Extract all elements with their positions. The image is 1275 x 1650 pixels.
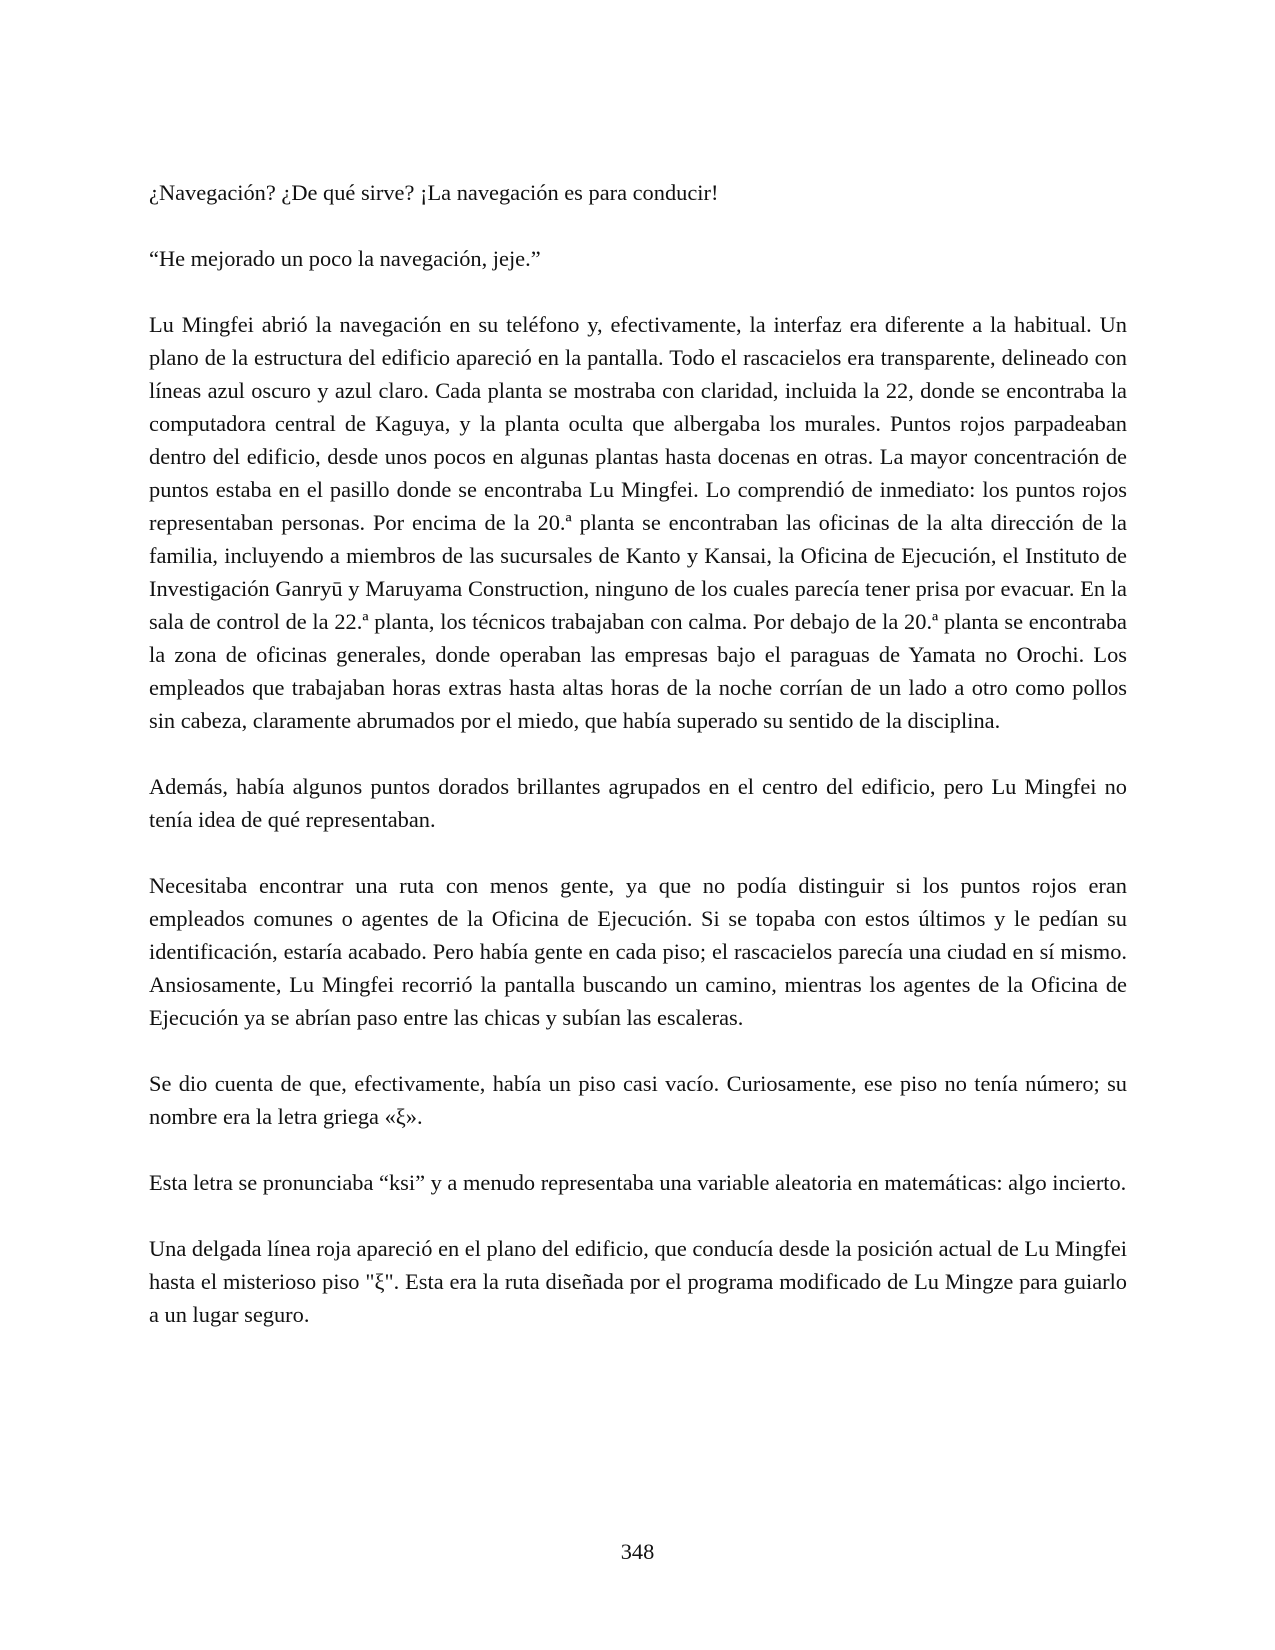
paragraph-6: Se dio cuenta de que, efectivamente, había un piso casi vacío. Curiosamente, ese piso no tenía número; su nombre era la letra griega «ξ».: [149, 1071, 1127, 1129]
paragraph-8: Una delgada línea roja apareció en el plano del edificio, que conducía desde la posición actual de Lu Mingfei hasta el misterioso piso "ξ". Esta era la ruta diseñada por el programa modificado de Lu Mingze para guiarlo a un lugar seguro.: [149, 1236, 1127, 1327]
body-text: [149, 176, 1127, 1364]
paragraph-2: “He mejorado un poco la navegación, jeje.”: [149, 246, 541, 271]
paragraph-3: Lu Mingfei abrió la navegación en su teléfono y, efectivamente, la interfaz era diferente a la habitual. Un plano de la estructura del edificio apareció en la pantalla. Todo el rascacielos era transparente, delineado con líneas azul oscuro y azul claro. Cada planta se mostraba con claridad, incluida la 22, donde se encontraba la computadora central de Kaguya, y la planta oculta que albergaba los murales. Puntos rojos parpadeaban dentro del edificio, desde unos pocos en algunas plantas hasta docenas en otras. La mayor concentración de puntos estaba en el pasillo donde se encontraba Lu Mingfei. Lo comprendió de inmediato: los puntos rojos representaban personas. Por encima de la 20.ª planta se encontraban las oficinas de la alta dirección de la familia, incluyendo a miembros de las sucursales de Kanto y Kansai, la Oficina de Ejecución, el Instituto de Investigación Ganryū y Maruyama Construction, ninguno de los cuales parecía tener prisa por evacuar. En la sala de control de la 22.ª planta, los técnicos trabajaban con calma. Por debajo de la 20.ª planta se encontraba la zona de oficinas generales, donde operaban las empresas bajo el paraguas de Yamata no Orochi. Los empleados que trabajaban horas extras hasta altas horas de la noche corrían de un lado a otro como pollos sin cabeza, claramente abrumados por el miedo, que había superado su sentido de la disciplina.: [149, 312, 1127, 733]
paragraph-4: Además, había algunos puntos dorados brillantes agrupados en el centro del edificio, pero Lu Mingfei no tenía idea de qué representaban.: [149, 774, 1127, 832]
paragraph-1: ¿Navegación? ¿De qué sirve? ¡La navegación es para conducir!: [149, 180, 719, 205]
page-number: 348: [620, 1539, 655, 1564]
paragraph-7: Esta letra se pronunciaba “ksi” y a menudo representaba una variable aleatoria en matemáticas: algo incierto.: [149, 1170, 1127, 1195]
paragraph-5: Necesitaba encontrar una ruta con menos gente, ya que no podía distinguir si los puntos rojos eran empleados comunes o agentes de la Oficina de Ejecución. Si se topaba con estos últimos y le pedían su identificación, estaría acabado. Pero había gente en cada piso; el rascacielos parecía una ciudad en sí mismo. Ansiosamente, Lu Mingfei recorrió la pantalla buscando un camino, mientras los agentes de la Oficina de Ejecución ya se abrían paso entre las chicas y subían las escaleras.: [149, 873, 1127, 1030]
